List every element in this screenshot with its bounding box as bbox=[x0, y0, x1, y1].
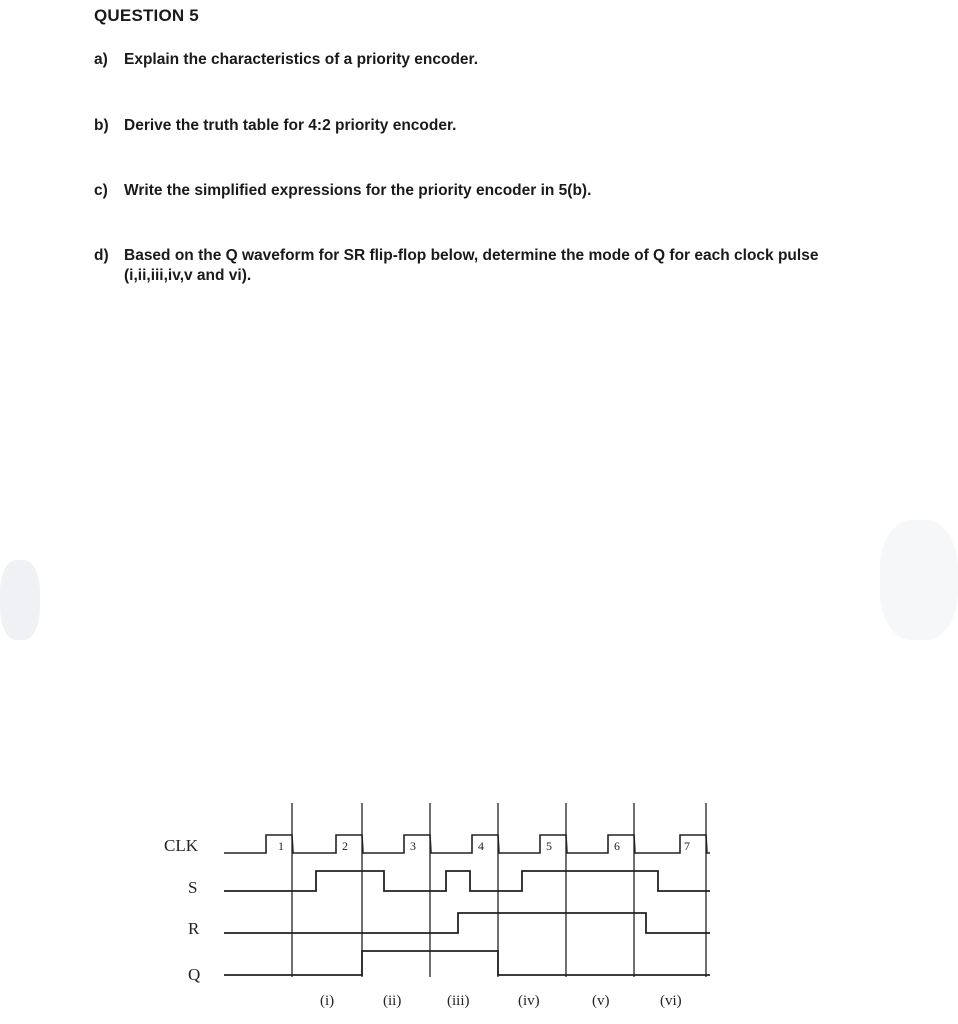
question-part-b bbox=[94, 116, 884, 136]
s-waveform bbox=[224, 871, 710, 891]
q-waveform bbox=[224, 951, 710, 975]
pulse-number-3: 3 bbox=[410, 839, 416, 853]
part-b-text: Derive the truth table for 4:2 priority encoder. bbox=[124, 117, 457, 134]
clk-waveform bbox=[224, 835, 710, 853]
clock-edge-lines bbox=[292, 803, 706, 977]
interval-label-i: (i) bbox=[320, 993, 335, 1009]
part-c-text: Write the simplified expressions for the priority encoder in 5(b). bbox=[124, 182, 592, 199]
interval-label-v: (v) bbox=[592, 993, 610, 1009]
signal-label-s: S bbox=[188, 878, 198, 897]
sr-flipflop-timing-diagram bbox=[140, 795, 740, 1020]
signal-label-clk: CLK bbox=[164, 836, 198, 855]
scan-smudge-left bbox=[0, 560, 40, 640]
pulse-number-6: 6 bbox=[614, 839, 620, 853]
question-heading: QUESTION 5 bbox=[94, 6, 199, 25]
signal-traces bbox=[224, 835, 710, 975]
r-waveform bbox=[224, 913, 710, 933]
interval-label-vi: (vi) bbox=[660, 993, 682, 1009]
part-a-text: Explain the characteristics of a priority encoder. bbox=[124, 51, 479, 68]
part-c-label: c) bbox=[94, 182, 108, 199]
part-a-label: a) bbox=[94, 51, 108, 68]
part-b-label: b) bbox=[94, 117, 109, 134]
pulse-number-4: 4 bbox=[478, 839, 484, 853]
question-part-c bbox=[94, 181, 884, 201]
question-part-d bbox=[94, 246, 884, 286]
pulse-number-2: 2 bbox=[342, 839, 348, 853]
part-d-label: d) bbox=[94, 247, 109, 264]
interval-label-ii: (ii) bbox=[383, 993, 402, 1009]
pulse-number-5: 5 bbox=[546, 839, 552, 853]
part-d-text: Based on the Q waveform for SR flip-flop below, determine the mode of Q for each clock pulse (i,ii,iii,iv,v and vi). bbox=[124, 247, 819, 284]
pulse-number-1: 1 bbox=[278, 839, 284, 853]
question-part-a bbox=[94, 50, 884, 70]
signal-label-q: Q bbox=[188, 965, 201, 984]
signal-label-r: R bbox=[188, 919, 200, 938]
pulse-number-7: 7 bbox=[684, 839, 690, 853]
interval-label-iii: (iii) bbox=[447, 993, 470, 1009]
interval-label-iv: (iv) bbox=[518, 993, 540, 1009]
scan-smudge-right bbox=[880, 520, 958, 640]
